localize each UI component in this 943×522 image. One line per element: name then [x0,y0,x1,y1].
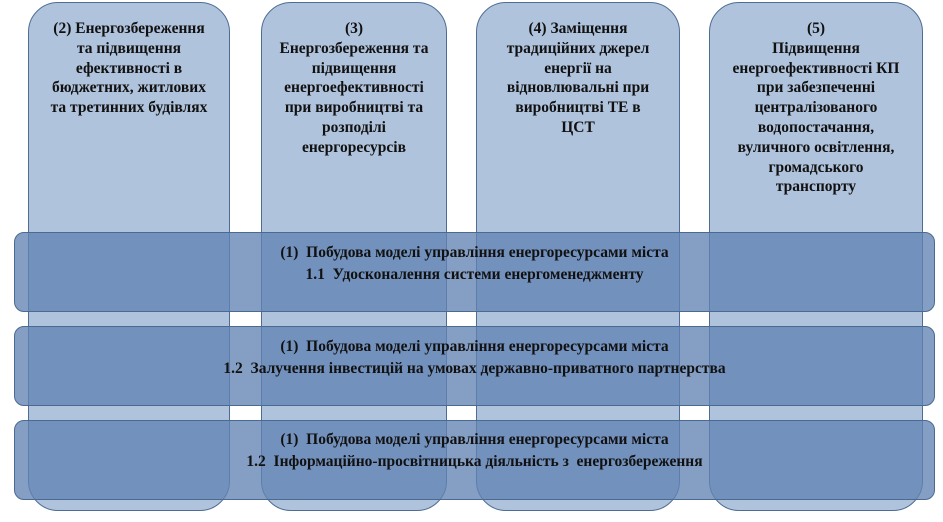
column-2-text: (2) Енергозбереження та підвищення ефективності в бюджетних, житлових та третинних будівлях [50,20,208,117]
band-2 [14,326,935,406]
column-4-text: (4) Заміщення традиційних джерел енергії на відновлювальні при виробництві ТЕ в ЦСТ [506,20,650,136]
band-3-subtitle: 1.2 Інформаційно-просвітницька діяльність з енергозбереження [246,453,703,470]
band-2-title: (1) Побудова моделі управління енергоресурсами міста [280,338,669,355]
band-1-subtitle: 1.1 Удосконалення системи енергоменеджменту [305,266,644,283]
band-3 [14,420,935,500]
band-3-title: (1) Побудова моделі управління енергоресурсами міста [280,431,669,448]
column-3-text: (3) Енергозбереження та підвищення енергоефективності при виробництві та розподілі енергоресурсів [279,20,429,156]
band-1-title: (1) Побудова моделі управління енергоресурсами міста [280,244,669,261]
band-2-subtitle: 1.2 Залучення інвестицій на умовах державно-приватного партнерства [223,360,726,377]
column-5-text: (5) Підвищення енергоефективності КП при забезпеченні централізованого водопостачання, вуличного освітлення, громадського транспорту [732,20,900,196]
band-1 [14,232,935,312]
